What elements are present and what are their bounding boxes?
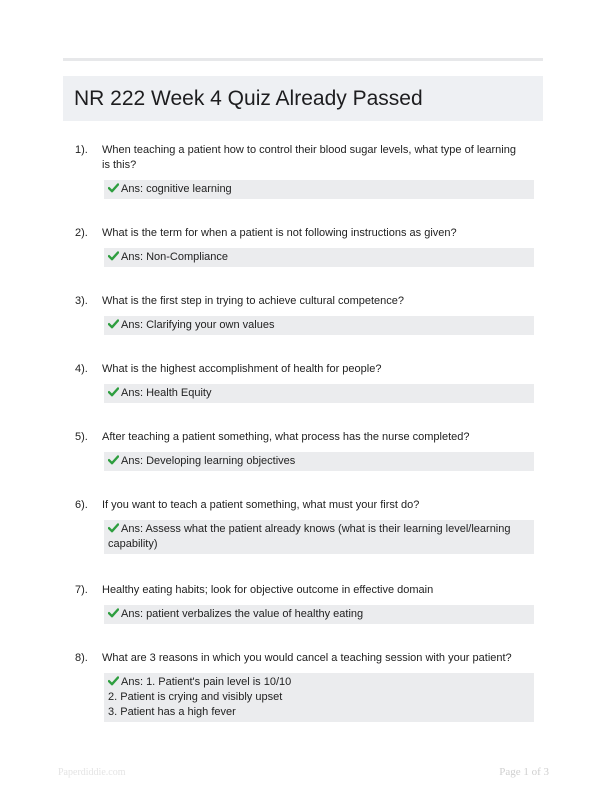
answer-line: 3. Patient has a high fever xyxy=(108,706,236,718)
top-divider xyxy=(63,58,543,61)
answer-box xyxy=(104,180,534,199)
question-item xyxy=(63,143,543,211)
question-number: 8). xyxy=(75,652,88,664)
checkmark-icon xyxy=(108,387,119,397)
title-band xyxy=(63,76,543,121)
answer-text: Ans: cognitive learning xyxy=(121,183,232,195)
question-text: What is the highest accomplishment of health for people? xyxy=(102,363,382,375)
question-item xyxy=(63,651,543,722)
question-text: After teaching a patient something, what process has the nurse completed? xyxy=(102,431,470,443)
footer-watermark: Paperdiddie.com xyxy=(58,767,126,778)
question-item xyxy=(63,294,543,362)
question-item xyxy=(63,226,543,294)
page-number: Page 1 of 3 xyxy=(499,766,549,778)
document-title: NR 222 Week 4 Quiz Already Passed xyxy=(74,87,423,110)
checkmark-icon xyxy=(108,251,119,261)
question-number: 7). xyxy=(75,584,88,596)
answer-box xyxy=(104,520,534,554)
question-number: 5). xyxy=(75,431,88,443)
question-item xyxy=(63,362,543,430)
question-item xyxy=(63,498,543,583)
answer-box xyxy=(104,248,534,267)
answer-box xyxy=(104,384,534,403)
answer-box xyxy=(104,452,534,471)
answer-text: Ans: 1. Patient's pain level is 10/10 xyxy=(121,676,292,688)
checkmark-icon xyxy=(108,608,119,618)
question-number: 1). xyxy=(75,144,88,156)
checkmark-icon xyxy=(108,455,119,465)
checkmark-icon xyxy=(108,183,119,193)
question-list xyxy=(63,143,543,722)
answer-text: Ans: Non-Compliance xyxy=(121,251,228,263)
question-text: When teaching a patient how to control their blood sugar levels, what type of learning is this? xyxy=(102,144,516,171)
answer-line: 2. Patient is crying and visibly upset xyxy=(108,691,283,703)
question-text: Healthy eating habits; look for objective outcome in effective domain xyxy=(102,584,434,596)
answer-text: Ans: Health Equity xyxy=(121,387,212,399)
answer-box xyxy=(104,316,534,335)
checkmark-icon xyxy=(108,676,119,686)
question-text: What are 3 reasons in which you would cancel a teaching session with your patient? xyxy=(102,652,512,664)
question-number: 3). xyxy=(75,295,88,307)
question-number: 6). xyxy=(75,499,88,511)
question-number: 2). xyxy=(75,227,88,239)
answer-text: Ans: patient verbalizes the value of healthy eating xyxy=(121,608,364,620)
answer-text: Ans: Assess what the patient already knows (what is their learning level/learning capability) xyxy=(108,523,511,550)
answer-box xyxy=(104,673,534,722)
answer-text: Ans: Clarifying your own values xyxy=(121,319,275,331)
checkmark-icon xyxy=(108,319,119,329)
checkmark-icon xyxy=(108,523,119,533)
answer-text: Ans: Developing learning objectives xyxy=(121,455,296,467)
question-number: 4). xyxy=(75,363,88,375)
question-text: What is the first step in trying to achieve cultural competence? xyxy=(102,295,405,307)
question-text: What is the term for when a patient is not following instructions as given? xyxy=(102,227,457,239)
question-text: If you want to teach a patient something, what must your first do? xyxy=(102,499,420,511)
answer-box xyxy=(104,605,534,624)
question-item xyxy=(63,430,543,498)
question-item xyxy=(63,583,543,651)
